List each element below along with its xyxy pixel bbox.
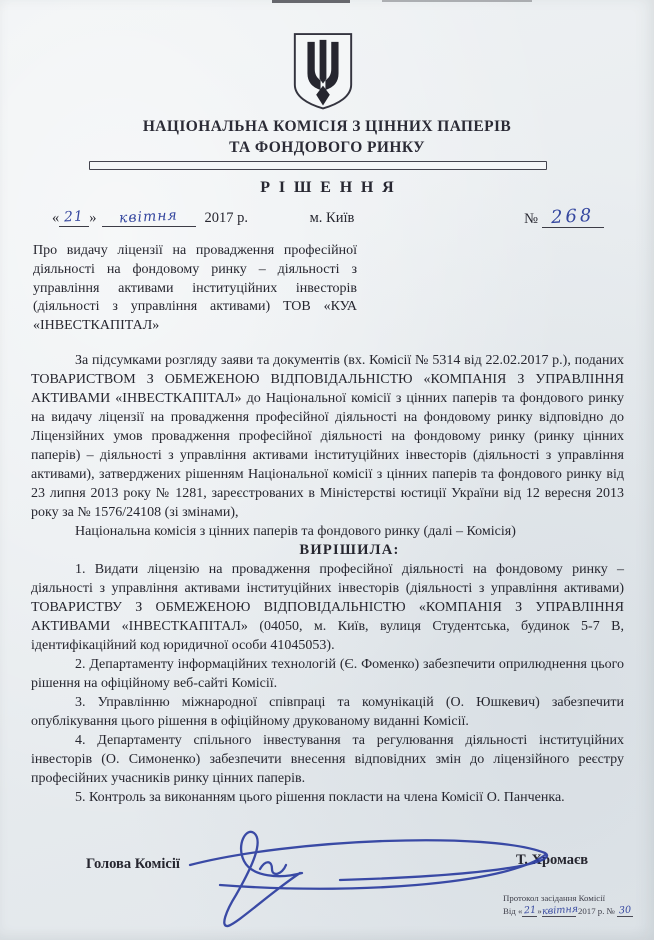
signer-name: Т. Хромаєв	[516, 852, 589, 868]
organization-name-line2: ТА ФОНДОВОГО РИНКУ	[229, 139, 425, 156]
protocol-handwritten-month: квітня	[541, 903, 579, 917]
subject-paragraph: Про видачу ліцензії на провадження професійної діяльності на фондовому ринку – діяльності з управління активами інституційних інвесторів (діяльності з управління активами) ТОВ «КУА «ІНВЕСТКАПІТАЛ»	[33, 243, 357, 334]
protocol-line1: Протокол засідання Комісії	[503, 893, 606, 903]
header-divider-bar	[89, 161, 547, 170]
document-type-title: РІШЕННЯ	[260, 179, 403, 196]
protocol-note	[503, 893, 633, 917]
protocol-line2	[503, 905, 633, 918]
ukraine-trident-emblem-icon	[289, 29, 357, 113]
protocol-quote-close: »	[537, 905, 542, 916]
resolution-item-2: 2. Департаменту інформаційних технологій (Є. Фоменко) забезпечити оприлюднення цього рішення на офіційному веб-сайті Комісії.	[31, 657, 624, 691]
organization-name	[0, 116, 654, 158]
handwritten-month: квітня	[118, 207, 179, 227]
protocol-from-label: Від «	[503, 905, 523, 916]
protocol-handwritten-number: 30	[618, 904, 632, 917]
intro-paragraph: За підсумками розгляду заяви та документів (вх. Комісії № 5314 від 22.02.2017 р.), поданих ТОВАРИСТВОМ З ОБМЕЖЕНОЮ ВІДПОВІДАЛЬНІСТЮ «КОМПАНІЯ З УПРАВЛІННЯ АКТИВАМИ «ІНВЕСТКАПІТАЛ» до Національної комісії з цінних паперів та фондового ринку на видачу ліцензії на провадження професійної діяльності на фондовому ринку відповідно до Ліцензійних умов провадження професійної діяльності на фондовому ринку (ринку цінних паперів) – діяльності з управління активами інституційних інвесторів (діяльності з управління активами), затверджених рішенням Національної комісії з цінних паперів та фондового ринку від 23 липня 2013 року № 1281, зареєстрованих в Міністерстві юстиції України від 12 вересня 2013 року за № 1576/24108 (зі змінами),	[31, 353, 624, 520]
quote-open: «	[52, 210, 60, 226]
resolution-item-5: 5. Контроль за виконанням цього рішення покласти на члена Комісії О. Панченка.	[75, 790, 565, 805]
resolved-heading: ВИРІШИЛА:	[299, 542, 400, 558]
year-label: 2017 р.	[204, 210, 248, 226]
resolution-item-4: 4. Департаменту спільного інвестування та регулювання діяльності інституційних інвесторів (О. Симоненко) забезпечити внесення відповідних змін до ліцензійного реєстру професійних учасників ринку цінних паперів.	[31, 733, 624, 786]
organization-name-line1: НАЦІОНАЛЬНА КОМІСІЯ З ЦІННИХ ПАПЕРІВ	[142, 118, 512, 135]
document-body	[31, 351, 624, 807]
scan-artifact	[382, 0, 532, 2]
handwritten-day: 21	[63, 208, 85, 226]
protocol-handwritten-day: 21	[523, 904, 537, 917]
number-sign: №	[524, 211, 538, 227]
resolution-item-1: 1. Видати ліцензію на провадження професійної діяльності на фондовому ринку – діяльності з управління активами інституційних інвесторів (діяльності з управління активами) ТОВАРИСТВУ З ОБМЕЖЕНОЮ ВІДПОВІДАЛЬНІСТЮ «КОМПАНІЯ З УПРАВЛІННЯ АКТИВАМИ «ІНВЕСТКАПІТАЛ» (04050, м. Київ, вулиця Студентська, будинок 5-7 В, ідентифікаційний код юридичної особи 41045053).	[31, 562, 624, 653]
dateline	[46, 204, 618, 235]
handwritten-number: 268	[550, 204, 596, 229]
document-number-field	[524, 206, 604, 228]
handwritten-signature	[160, 823, 560, 933]
quote-close: »	[89, 210, 97, 226]
signer-title: Голова Комісії	[86, 856, 180, 872]
city-label: м. Київ	[309, 210, 355, 226]
intro-paragraph-2: Національна комісія з цінних паперів та фондового ринку (далі – Комісія)	[75, 524, 516, 539]
resolution-item-3: 3. Управлінню міжнародної співпраці та комунікацій (О. Юшкевич) забезпечити опублікування цього рішення в офіційному друкованому виданні Комісії.	[31, 695, 624, 729]
protocol-year-label: 2017 р. №	[578, 905, 615, 916]
scan-artifact	[272, 0, 350, 3]
